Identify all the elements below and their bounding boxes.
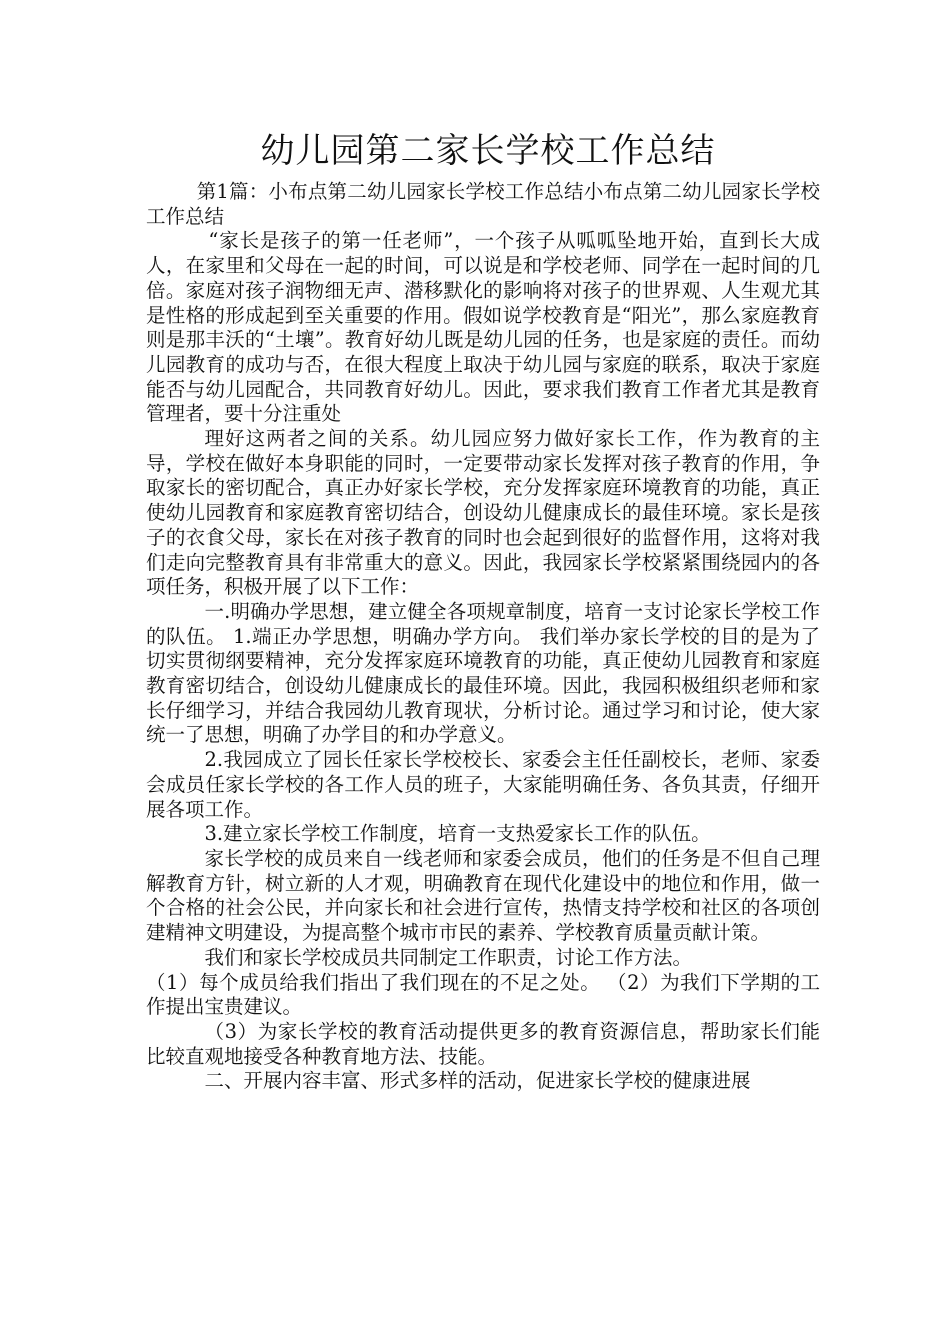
- paragraph-section-one: 一.明确办学思想，建立健全各项规章制度，培育一支讨论家长学校工作的队伍。 1.端正办学思想，明确办学方向。 我们举办家长学校的目的是为了切实贯彻纲要精神，充分发挥家庭环境教育的功能，真正使幼儿园教育和家庭教育密切结合，创设幼儿健康成长的最佳环境。因此，我园积极组织老师和家长仔细学习，并结合我园幼儿教育现状，分析讨论。通过学习和讨论，使大家统一了思想，明确了办学目的和办学意义。: [146, 599, 820, 747]
- paragraph-points-1-2: （1）每个成员给我们指出了我们现在的不足之处。 （2）为我们下学期的工作提出宝贵建议。: [146, 970, 820, 1019]
- paragraph-section-two: 二、开展内容丰富、形式多样的活动，促进家长学校的健康进展: [204, 1069, 751, 1093]
- document-title: 幼儿园第二家长学校工作总结: [260, 131, 716, 171]
- paragraph-members: 家长学校的成员来自一线老师和家委会成员，他们的任务是不但自己理解教育方针，树立新的人才观，明确教育在现代化建设中的地位和作用，做一个合格的社会公民，并向家长和社会进行宣传，热情支持学校和社区的各项创建精神文明建设，为提高整个城市市民的素养、学校教育质量贡献计策。: [146, 846, 820, 945]
- paragraph-chapter-heading: 第1篇：小布点第二幼儿园家长学校工作总结小布点第二幼儿园家长学校工作总结: [146, 180, 820, 228]
- paragraph-intro: “家长是孩子的第一任老师”，一个孩子从呱呱坠地开始，直到长大成人，在家里和父母在一起的时间，可以说是和学校老师、同学在一起时间的几倍。家庭对孩子润物细无声、潜移默化的影响将对孩子的世界观、人生观尤其是性格的形成起到至关重要的作用。假如说学校教育是“阳光”，那么家庭教育则是那丰沃的“土壤”。教育好幼儿既是幼儿园的任务，也是家庭的责任。而幼儿园教育的成功与否，在很大程度上取决于幼儿园与家庭的联系，取决于家庭能否与幼儿园配合，共同教育好幼儿。因此，要求我们教育工作者尤其是教育管理者，要十分注重处: [146, 229, 820, 426]
- document-body: [146, 128, 820, 1094]
- paragraph-item-two: 2.我园成立了园长任家长学校校长、家委会主任任副校长，老师、家委会成员任家长学校的各工作人员的班子，大家能明确任务、各负其责，仔细开展各项工作。: [146, 748, 820, 821]
- paragraph-point-3: （3）为家长学校的教育活动提供更多的教育资源信息，帮助家长们能比较直观地接受各种教育地方法、技能。: [146, 1019, 820, 1068]
- paragraph-item-three: 3.建立家长学校工作制度，培育一支热爱家长工作的队伍。: [204, 822, 711, 846]
- paragraph-relationship: 理好这两者之间的关系。幼儿园应努力做好家长工作，作为教育的主导，学校在做好本身职能的同时，一定要带动家长发挥对孩子教育的作用，争取家长的密切配合，真正办好家长学校，充分发挥家庭环境教育的功能，真正使幼儿园教育和家庭教育密切结合，创设幼儿健康成长的最佳环境。家长是孩子的衣食父母，家长在对孩子教育的同时也会起到很好的监督作用，这将对我们走向完整教育具有非常重大的意义。因此，我园家长学校紧紧围绕园内的各项任务，积极开展了以下工作：: [146, 427, 820, 599]
- paragraph-duties: 我们和家长学校成员共同制定工作职责，讨论工作方法。: [204, 945, 693, 969]
